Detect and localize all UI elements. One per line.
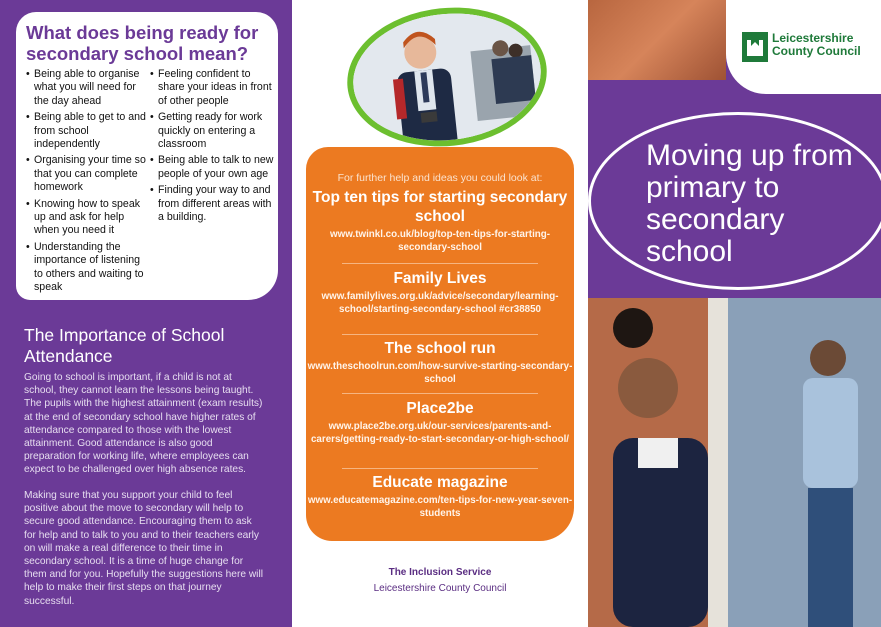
- footer-council: Leicestershire County Council: [373, 583, 507, 594]
- resource-item: [306, 399, 574, 446]
- right-panel: [588, 0, 881, 627]
- council-logo-icon: [742, 32, 768, 62]
- student-photo-ring: [340, 0, 553, 156]
- list-item: • Getting ready for work quickly on entering a classroom: [150, 111, 274, 151]
- readiness-list-left: [26, 68, 148, 298]
- resource-link[interactable]: www.theschoolrun.com/how-survive-starting-secondary-school: [307, 361, 573, 385]
- divider: [342, 334, 538, 335]
- student-illustration: [347, 3, 554, 156]
- divider: [342, 393, 538, 394]
- list-item: • Being able to organise what you will need for the day ahead: [26, 68, 148, 108]
- footer-service: The Inclusion Service: [388, 567, 492, 578]
- resource-link[interactable]: www.place2be.org.uk/our-services/parents-and-carers/getting-ready-to-start-secondary-or-high-school/: [310, 421, 570, 445]
- readiness-heading: What does being ready for secondary school mean?: [26, 22, 259, 64]
- resource-title: Family Lives: [393, 270, 487, 287]
- resource-link[interactable]: www.familylives.org.uk/advice/secondary/learning-school/starting-secondary-school #cr38850: [321, 291, 559, 315]
- student-photo: [347, 5, 547, 150]
- resource-item: [306, 269, 574, 316]
- resource-title: Place2be: [406, 400, 474, 417]
- child-illustration: [588, 298, 881, 627]
- list-item: • Organising your time so that you can complete homework: [26, 154, 148, 194]
- council-logo: [726, 0, 881, 94]
- divider: [342, 468, 538, 469]
- list-item: • Being able to talk to new people of your own age: [150, 154, 274, 181]
- readiness-box: [16, 12, 278, 300]
- attendance-paragraph: Going to school is important, if a child is not at school, they cannot learn the lessons being taught. The pupils with the highest attainment (exam results) at the end of secondary school have higher rates of attendance compared to those with the lowest attainment. Good attendance is also good preparation for working life, where employees can expect to be challenged over high absence rates.: [24, 372, 263, 476]
- attendance-heading: The Importance of School Attendance: [24, 325, 225, 366]
- list-item: • Understanding the importance of listening to others and waiting to speak: [26, 241, 148, 295]
- left-panel: [0, 0, 292, 627]
- resource-link[interactable]: www.educatemagazine.com/ten-tips-for-new-year-seven-students: [307, 495, 573, 519]
- council-logo-text: Leicestershire County Council: [772, 31, 861, 58]
- resource-item: [306, 473, 574, 520]
- resource-link[interactable]: www.twinkl.co.uk/blog/top-ten-tips-for-starting-secondary-school: [329, 229, 551, 253]
- brick-wall-photo: [588, 0, 726, 80]
- resource-title: Educate magazine: [372, 474, 508, 491]
- child-at-door-photo: [588, 298, 881, 627]
- resource-title: Top ten tips for starting secondary school: [312, 189, 568, 225]
- readiness-list-right: [150, 68, 274, 227]
- resources-intro: For further help and ideas you could look at:: [337, 172, 543, 184]
- resource-item: [306, 188, 574, 254]
- list-item: • Being able to get to and from school independently: [26, 111, 148, 151]
- list-item: • Feeling confident to share your ideas in front of other people: [150, 68, 274, 108]
- brochure-title: Moving up from primary to secondary school: [646, 139, 853, 268]
- middle-panel: [292, 0, 588, 627]
- list-item: • Knowing how to speak up and ask for help when you need it: [26, 198, 148, 238]
- resources-box: [306, 147, 574, 541]
- list-item: • Finding your way to and from different areas with a building.: [150, 184, 274, 224]
- divider: [342, 263, 538, 264]
- resource-title: The school run: [384, 340, 496, 357]
- resource-item: [306, 339, 574, 386]
- attendance-paragraph: Making sure that you support your child to feel positive about the move to secondary will help to secure good attendance. Encouraging them to ask for help and to talk to you and to their teachers early on will make a real difference to their time in secondary school. It is a time of huge change for them and for you. Hopefully the suggestions here will help to make their first steps on that journey successful.: [24, 490, 263, 607]
